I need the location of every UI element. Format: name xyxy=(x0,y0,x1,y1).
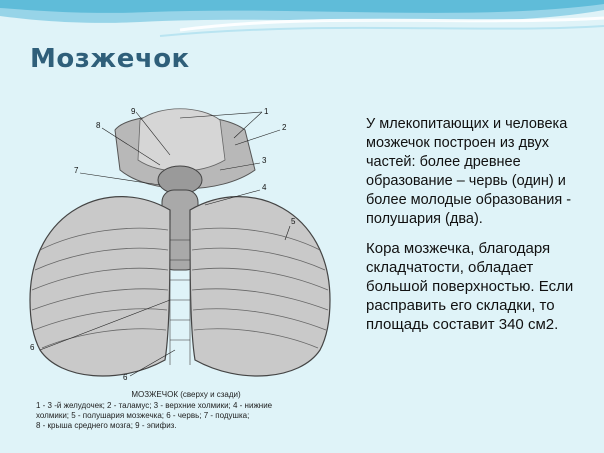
label-2: 2 xyxy=(282,123,287,132)
label-5: 5 xyxy=(291,217,296,226)
paragraph-cortex: Кора мозжечка, благодаря складчатости, обладает большой поверхностью. Если расправить его складки, то площадь составит 340 см2. xyxy=(366,240,574,333)
body-text xyxy=(366,115,588,344)
caption-line: 1 - 3 -й желудочек; 2 - таламус; 3 - верхние холмики; 4 - нижние xyxy=(36,401,273,410)
caption-line: 8 - крыша среднего мозга; 9 - эпифиз. xyxy=(36,421,177,430)
label-6-left: 6 xyxy=(30,343,35,352)
figure-caption xyxy=(36,390,336,431)
label-4: 4 xyxy=(262,183,267,192)
slide-title: Мозжечок xyxy=(30,44,190,74)
label-8: 8 xyxy=(96,121,101,130)
label-1: 1 xyxy=(264,107,269,116)
caption-title: МОЗЖЕЧОК (сверху и сзади) xyxy=(131,390,241,399)
label-3: 3 xyxy=(262,156,267,165)
label-9: 9 xyxy=(131,107,136,116)
label-6-bottom: 6 xyxy=(123,373,128,382)
caption-line: холмики; 5 - полушария мозжечка; 6 - червь; 7 - подушка; xyxy=(36,411,250,420)
paragraph-structure: У млекопитающих и человека мозжечок построен из двух частей: более древнее образование – червь (один) и более молодые образования - полушария (два). xyxy=(366,116,572,227)
label-7: 7 xyxy=(74,166,79,175)
